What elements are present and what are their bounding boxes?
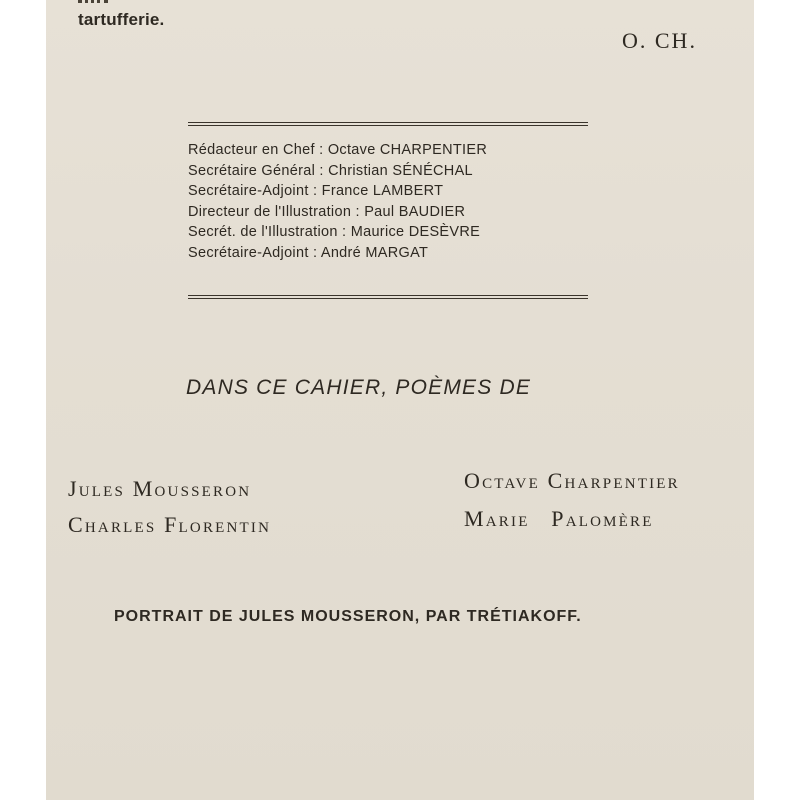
staff-role: Directeur de l'Illustration :: [188, 203, 360, 220]
staff-name: Christian SÉNÉCHAL: [328, 162, 473, 179]
author-signature: O. CH.: [622, 28, 697, 53]
contents-heading: DANS CE CAHIER, POÈMES DE: [186, 376, 532, 399]
staff-role: Rédacteur en Chef :: [188, 142, 324, 158]
top-double-rule: [188, 122, 588, 126]
poet-name: Jules Mousseron: [68, 476, 252, 501]
staff-role: Secrétaire-Adjoint :: [188, 183, 318, 199]
staff-name: Maurice DESÈVRE: [350, 224, 481, 240]
portrait-credit: PORTRAIT DE JULES MOUSSERON, PAR TRÉTIAKOFF.: [114, 608, 582, 625]
staff-name: Octave CHARPENTIER: [327, 142, 488, 158]
staff-line: [188, 243, 593, 264]
bottom-double-rule: [188, 295, 588, 299]
staff-line: [188, 161, 593, 182]
staff-line: [188, 181, 593, 202]
staff-name: André MARGAT: [320, 244, 429, 261]
poet-name: Octave Charpentier: [464, 468, 680, 493]
staff-role: Secrétaire-Adjoint :: [188, 244, 318, 261]
staff-line: [188, 202, 593, 223]
document-page: [46, 0, 754, 800]
poet-name: Marie Palomère: [464, 506, 654, 531]
staff-role: Secrét. de l'Illustration :: [188, 224, 347, 240]
staff-line: [188, 140, 593, 161]
editorial-staff-list: [188, 140, 593, 263]
preceding-text: tartufferie.: [78, 10, 165, 29]
staff-name: France LAMBERT: [321, 183, 444, 199]
staff-role: Secrétaire Général :: [188, 162, 324, 179]
cut-off-text-fragment: [78, 0, 108, 7]
poet-name: Charles Florentin: [68, 512, 272, 537]
staff-name: Paul BAUDIER: [364, 203, 466, 220]
staff-line: [188, 222, 593, 243]
